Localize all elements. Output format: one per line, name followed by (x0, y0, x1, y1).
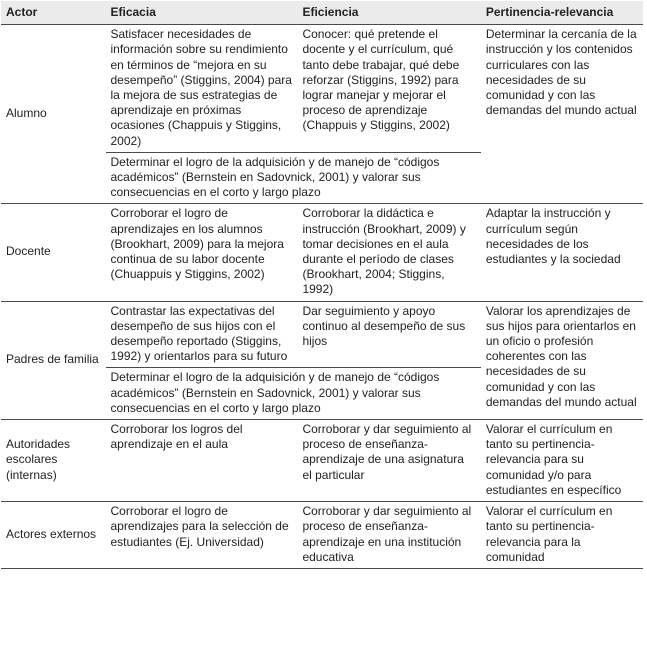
shared-cell: Determinar el logro de la adquisición y de manejo de “códigos académicos” (Bernstein en Sadovnick, 2001) y valorar sus consecuencias en el corto y largo plazo (106, 152, 481, 204)
eficiencia-cell: Corroborar y dar seguimiento al proceso de enseñanza-aprendizaje en una institución educativa (297, 502, 480, 569)
table-row-docente (1, 204, 643, 301)
header-pertinencia: Pertinencia-relevancia (481, 1, 643, 25)
eficiencia-cell: Corroborar la didáctica e instrucción (Brookhart, 2009) y tomar decisiones en el aula durante el período de clases (Brookhart, 2004; Stiggins, 1992) (297, 204, 480, 301)
eficiencia-cell: Conocer: qué pretende el docente y el currículum, qué tanto debe trabajar, qué debe reforzar (Stiggins, 1992) para lograr manejar y mejorar el proceso de aprendizaje (Chappuis y Stiggins, 2002) (297, 25, 480, 153)
eficacia-cell: Corroborar los logros del aprendizaje en el aula (106, 420, 298, 502)
header-eficacia: Eficacia (106, 1, 298, 25)
shared-cell: Determinar el logro de la adquisición y de manejo de “códigos académicos” (Bernstein en Sadovnick, 2001) y valorar sus consecuencias en el corto y largo plazo (106, 368, 481, 420)
pertinencia-cell: Valorar el currículum en tanto su pertinencia-relevancia para su comunidad y/o para estudiantes en específico (481, 420, 643, 502)
pertinencia-cell: Valorar el currículum en tanto su pertinencia-relevancia para la comunidad (481, 502, 643, 569)
table-row-autoridades (1, 420, 643, 502)
actor-cell: Actores externos (1, 502, 106, 569)
header-row (1, 1, 643, 25)
pertinencia-cell: Valorar los aprendizajes de sus hijos para orientarlos en un oficio o profesión coherentes con las necesidades de su comunidad y con las demandas del mundo actual (481, 301, 643, 419)
header-eficiencia: Eficiencia (297, 1, 480, 25)
table-row-alumno (1, 25, 643, 153)
actor-cell: Autoridades escolares (internas) (1, 420, 106, 502)
eficacia-cell: Corroborar el logro de aprendizajes para la selección de estudiantes (Ej. Universidad) (106, 502, 298, 569)
actors-table (1, 1, 643, 569)
actor-cell: Docente (1, 204, 106, 301)
header-actor: Actor (1, 1, 106, 25)
eficiencia-cell: Dar seguimiento y apoyo continuo al desempeño de sus hijos (297, 301, 480, 368)
pertinencia-cell: Adaptar la instrucción y currículum según necesidades de los estudiantes y la sociedad (481, 204, 643, 301)
eficacia-cell: Corroborar el logro de aprendizajes en los alumnos (Brookhart, 2009) para la mejora continua de su labor docente (Chuappuis y Stiggins, 2002) (106, 204, 298, 301)
table-row-padres (1, 301, 643, 368)
pertinencia-cell: Determinar la cercanía de la instrucción y los contenidos curriculares con las necesidades de su comunidad y con las demandas del mundo actual (481, 25, 643, 204)
eficacia-cell: Satisfacer necesidades de información sobre su rendimiento en términos de “mejora en su desempeño” (Stiggins, 2004) para la mejora de sus estrategias de aprendizaje en próximas ocasiones (Chappuis y Stiggins, 2002) (106, 25, 298, 153)
actor-cell: Padres de familia (1, 301, 106, 419)
table-row-externos (1, 502, 643, 569)
eficacia-cell: Contrastar las expectativas del desempeño de sus hijos con el desempeño reportado (Stiggins, 1992) y orientarlos para su futuro (106, 301, 298, 368)
actor-cell: Alumno (1, 25, 106, 204)
eficiencia-cell: Corroborar y dar seguimiento al proceso de enseñanza-aprendizaje de una asignatura el particular (297, 420, 480, 502)
